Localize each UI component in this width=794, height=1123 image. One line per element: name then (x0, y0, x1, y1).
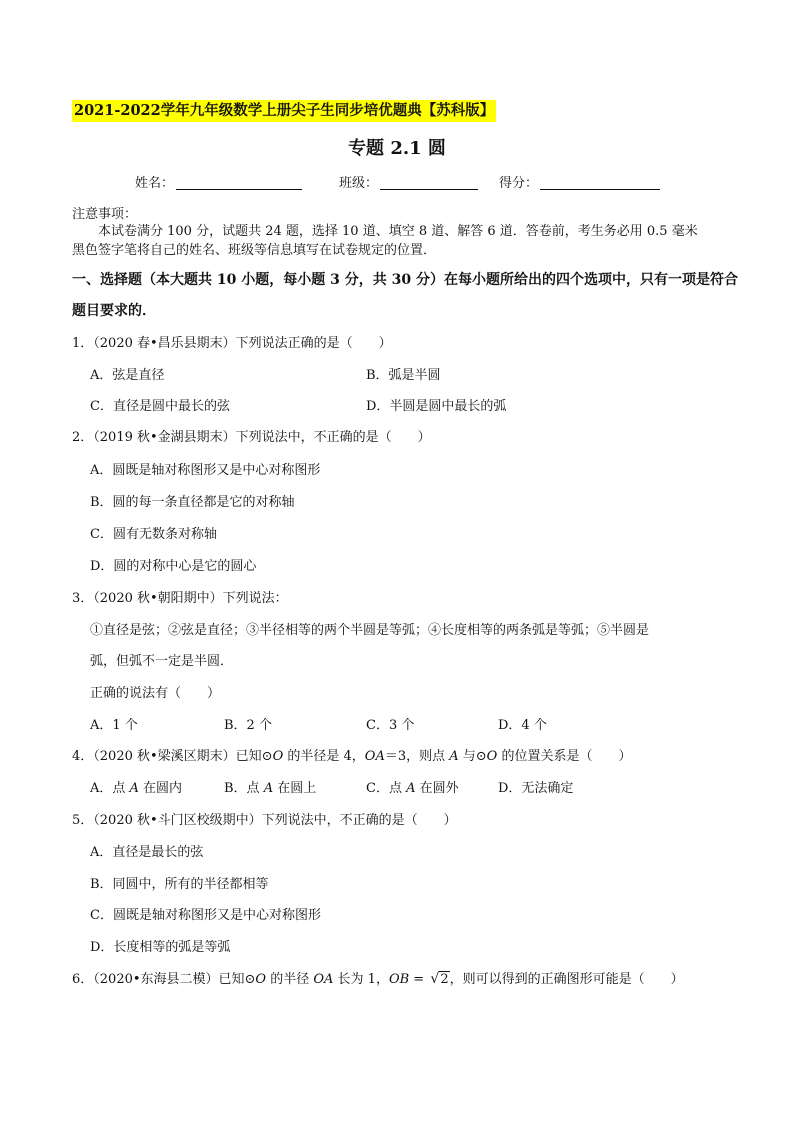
q4-option-c (366, 779, 459, 799)
q1-stem: 1．（2020 春•昌乐县期末）下列说法正确的是（ ） (72, 336, 392, 351)
q4-option-b (224, 779, 316, 799)
series-title-highlight: 2021-2022学年九年级数学上册尖子生同步培优题典【苏科版】 (72, 100, 496, 122)
sqrt-radicand: 2 (440, 972, 449, 987)
q2-option-c: C．圆有无数条对称轴 (90, 527, 217, 542)
q2-option-b: B．圆的每一条直径都是它的对称轴 (90, 495, 295, 510)
q5-stem: 5．（2020 秋•斗门区校级期中）下列说法中，不正确的是（ ） (72, 813, 457, 828)
q2-stem: 2．（2019 秋•金湖县期末）下列说法中，不正确的是（ ） (72, 430, 431, 445)
q3-option-a: A．1 个 (90, 718, 138, 733)
q4-option-c-var: A (406, 781, 416, 796)
q4-stem-text-2: 的半径是 4， (283, 749, 365, 764)
q3-statements-line-1: ①直径是弦；②弦是直径；③半径相等的两个半圆是等弧；④长度相等的两条弧是等弧；⑤半圆是 (90, 623, 650, 638)
q6-stem-text-2: 的半径 (266, 972, 314, 987)
q6-var-o: O (255, 972, 267, 987)
q4-var-oa: OA (364, 749, 385, 764)
q6-stem-text-4: = (409, 972, 429, 987)
q3-statements-line-2: 弧，但弧不一定是半圆． (90, 654, 234, 669)
q2-option-a: A．圆既是轴对称图形又是中心对称图形 (90, 463, 321, 478)
class-field (339, 174, 478, 194)
q4-option-a-text-1: A．点 (90, 781, 130, 796)
q6-stem (72, 970, 684, 990)
q4-option-a-var: A (129, 781, 139, 796)
class-blank (380, 174, 478, 190)
q4-option-d: D．无法确定 (498, 781, 574, 796)
q6-sqrt-expression (430, 970, 449, 990)
q6-stem-text-1: 6．（2020•东海县二模）已知⊙ (72, 972, 256, 987)
q6-var-oa: OA (313, 972, 334, 987)
q4-var-o: O (272, 749, 284, 764)
notice-line-2: 黑色签字笔将自己的姓名、班级等信息填写在试卷规定的位置． (72, 243, 437, 258)
q4-stem (72, 747, 631, 767)
name-field (135, 174, 302, 194)
q6-stem-text-5: ，则可以得到的正确图形可能是（ ） (449, 972, 684, 987)
q4-var-a: A (449, 749, 459, 764)
q4-stem-text-3: ＝3，则点 (384, 749, 450, 764)
q3-option-c: C．3 个 (366, 718, 415, 733)
q1-option-b: B．弧是半圆 (366, 368, 441, 383)
q4-option-a-text-2: 在圆内 (138, 781, 183, 796)
class-label: 班级： (339, 176, 379, 191)
q5-option-c: C．圆既是轴对称图形又是中心对称图形 (90, 908, 321, 923)
q5-option-d: D．长度相等的弧是等弧 (90, 940, 231, 955)
name-label: 姓名： (135, 176, 175, 191)
q4-stem-text-5: 的位置关系是（ ） (497, 749, 632, 764)
q4-option-a (90, 779, 182, 799)
q4-option-c-text-1: C．点 (366, 781, 407, 796)
q4-option-c-text-2: 在圆外 (415, 781, 459, 796)
section-1-heading-line-1: 一、选择题（本大题共 10 小题，每小题 3 分，共 30 分）在每小题所给出的四个选项中，只有一项是符合 (72, 272, 738, 288)
q4-option-b-var: A (263, 781, 274, 796)
q3-prompt: 正确的说法有（ ） (90, 686, 221, 701)
name-blank (176, 174, 302, 190)
sqrt-symbol: √ (430, 971, 440, 987)
score-field (499, 174, 660, 194)
student-info-row (135, 174, 695, 194)
score-blank (540, 174, 660, 190)
q6-stem-text-3: 长为 1， (333, 972, 389, 987)
notice-line-1: 本试卷满分 100 分，试题共 24 题，选择 10 道、填空 8 道、解答 6 道．答卷前，考生务必用 0.5 毫米 (98, 224, 698, 239)
q1-option-a: A．弦是直径 (90, 368, 165, 383)
q4-var-o-2: O (486, 749, 498, 764)
section-1-heading-line-2: 题目要求的． (72, 303, 156, 319)
page-title: 专题 2.1 圆 (348, 138, 446, 159)
q3-option-b: B．2 个 (224, 718, 272, 733)
q1-option-d: D．半圆是圆中最长的弧 (366, 399, 507, 414)
q4-option-b-text-2: 在圆上 (273, 781, 317, 796)
q5-option-b: B．同圆中，所有的半径都相等 (90, 877, 269, 892)
q2-option-d: D．圆的对称中心是它的圆心 (90, 559, 257, 574)
q4-stem-text-4: 与⊙ (458, 749, 487, 764)
score-label: 得分： (499, 176, 539, 191)
q5-option-a: A．直径是最长的弦 (90, 845, 204, 860)
q4-stem-text-1: 4．（2020 秋•梁溪区期末）已知⊙ (72, 749, 273, 764)
q3-option-d: D．4 个 (498, 718, 547, 733)
q3-stem: 3．（2020 秋•朝阳期中）下列说法： (72, 591, 288, 606)
q6-var-ob: OB (388, 972, 410, 987)
q1-option-c: C．直径是圆中最长的弦 (90, 399, 230, 414)
q4-option-b-text-1: B．点 (224, 781, 264, 796)
notice-heading: 注意事项： (72, 207, 138, 222)
